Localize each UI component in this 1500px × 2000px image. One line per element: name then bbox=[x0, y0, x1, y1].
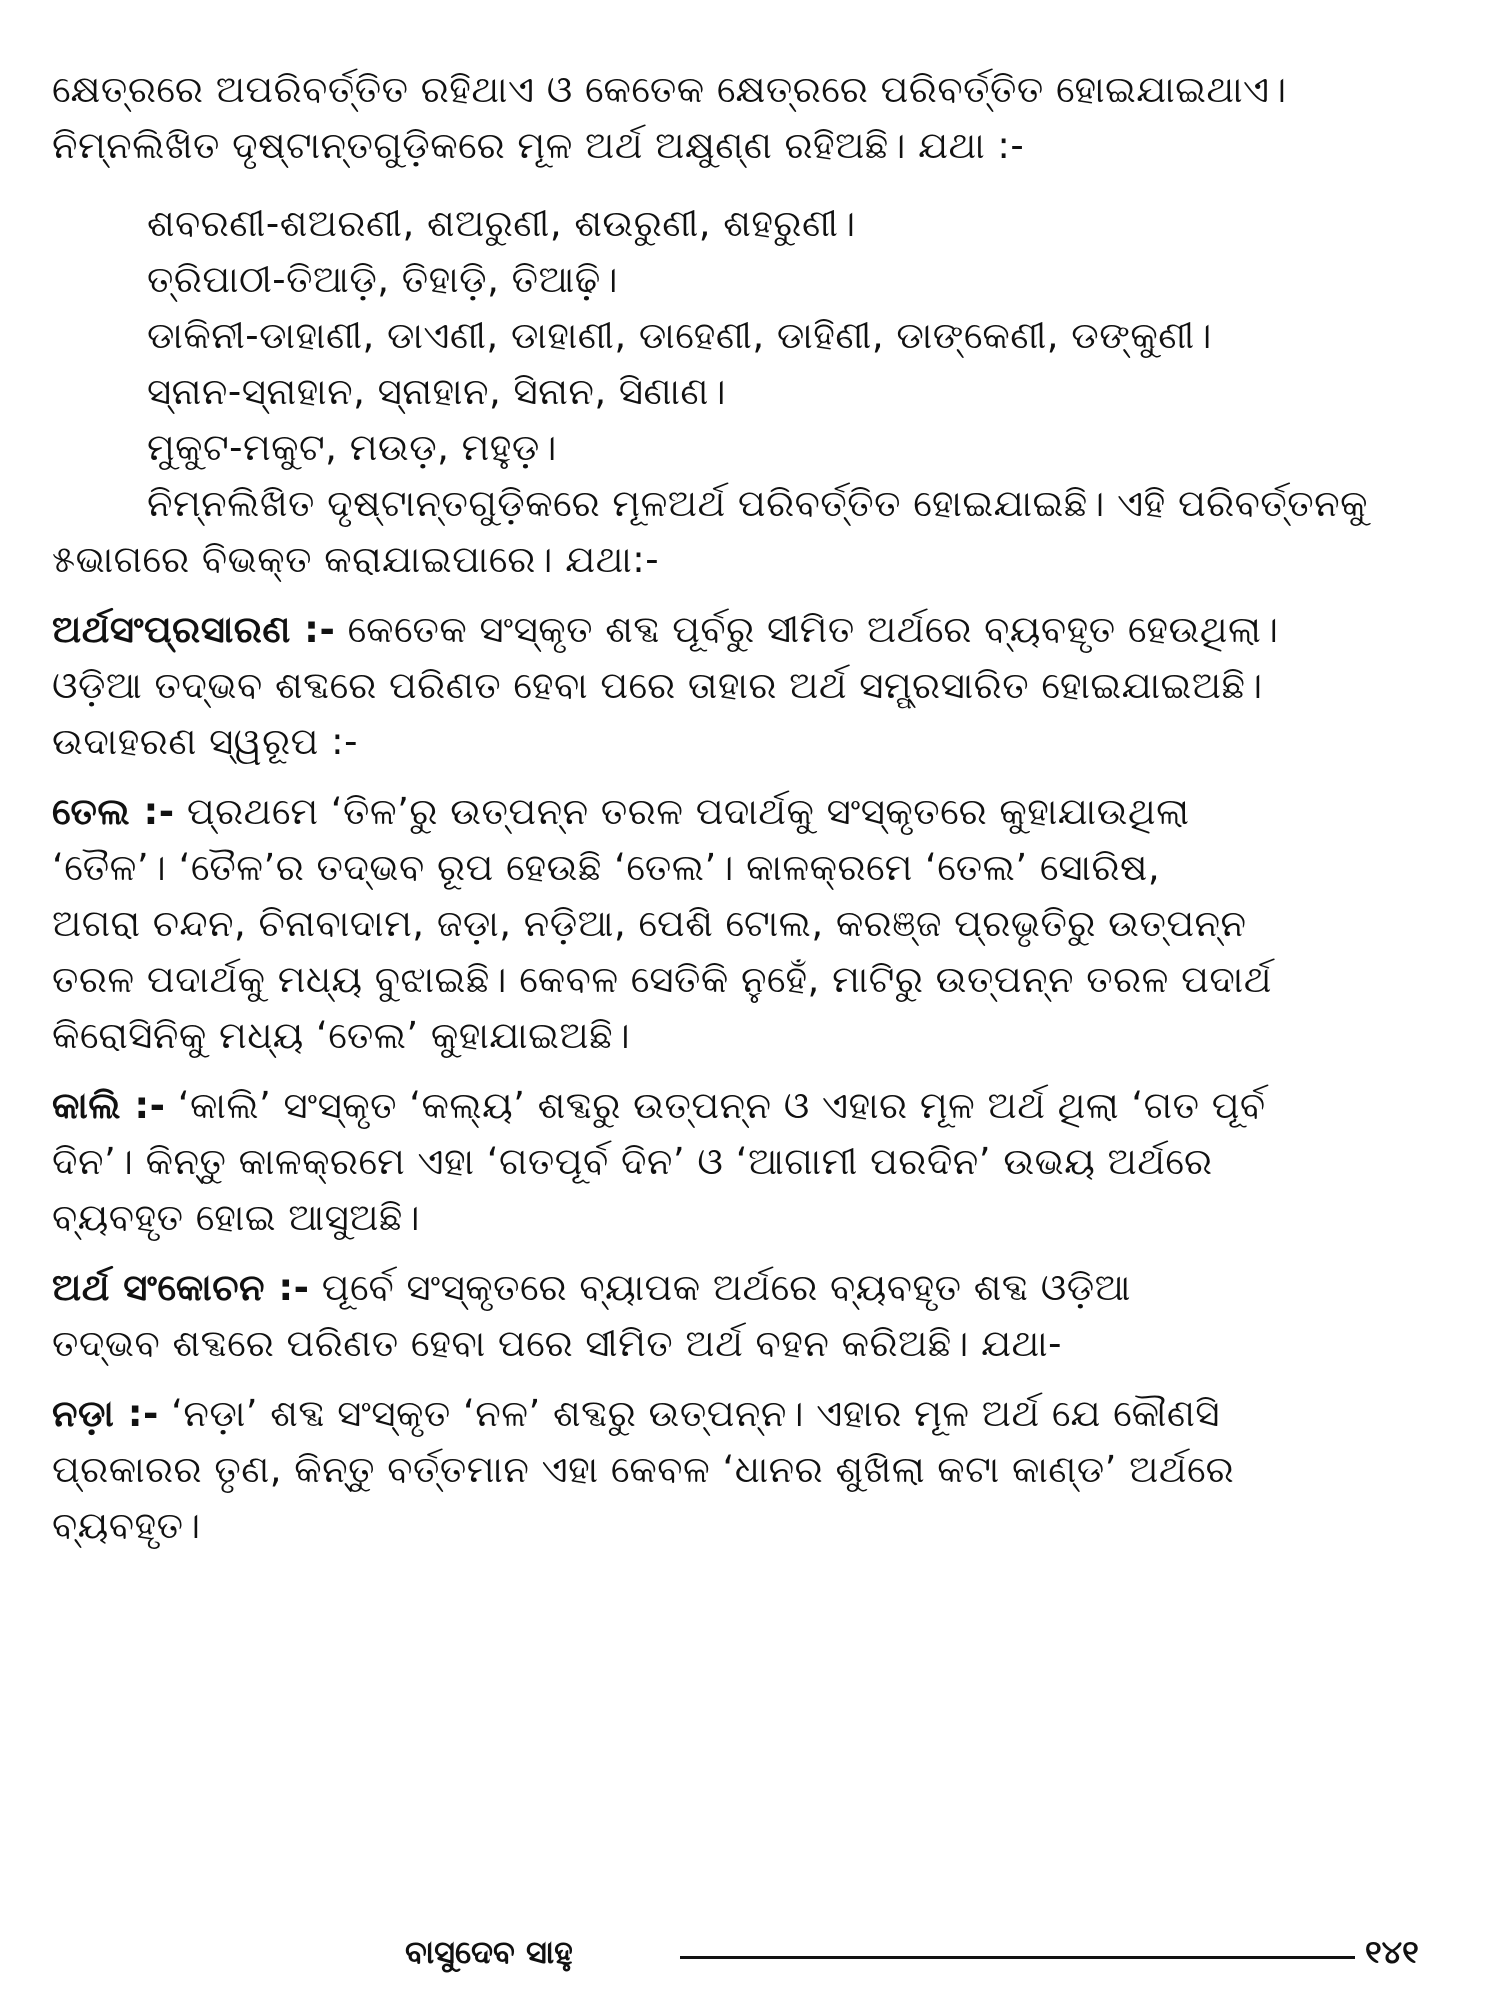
footer-author: ବାସୁଦେବ ସାହୁ bbox=[405, 1933, 573, 1971]
section-sampras bbox=[52, 602, 1460, 658]
body-line: ନିମ୍ନଲିଖିତ ଦୃଷ୍ଟାନ୍ତଗୁଡ଼ିକରେ ମୂଳଅର୍ଥ ପରିବର୍ତ୍ତିତ ହୋଇଯାଇଛି। ଏହି ପରିବର୍ତ୍ତନକୁ bbox=[147, 482, 1368, 525]
spacer bbox=[52, 588, 1460, 602]
example-line: ଡାକିନୀ-ଡାହାଣୀ, ଡାଏଣୀ, ଡାହାଣୀ, ଡାହେଣୀ, ଡାହିଣୀ, ଡାଙ୍କେଣୀ, ଡଙ୍କୁଣୀ। bbox=[147, 314, 1212, 357]
body-line: ୫ଭାଗରେ ବିଭକ୍ତ କରାଯାଇପାରେ। ଯଥା:- bbox=[52, 538, 660, 581]
section-text: କେତେକ ସଂସ୍କୃତ ଶବ୍ଦ ପୂର୍ବରୁ ସୀମିତ ଅର୍ଥରେ ବ୍ୟବହୃତ ହେଉଥିଲା। bbox=[335, 608, 1279, 651]
section-heading: ନଡ଼ା :- bbox=[52, 1392, 159, 1435]
section-heading: ତେଲ :- bbox=[52, 790, 175, 833]
section-text: ‘ନଡ଼ା’ ଶବ୍ଦ ସଂସ୍କୃତ ‘ନଳ’ ଶବ୍ଦରୁ ଉତ୍ପନ୍ନ। ଏହାର ମୂଳ ଅର୍ଥ ଯେ କୌଣସି bbox=[158, 1392, 1221, 1435]
section-kali bbox=[52, 1078, 1460, 1134]
body-line: ତଦ୍ଭବ ଶବ୍ଦରେ ପରିଣତ ହେବା ପରେ ସୀମିତ ଅର୍ଥ ବହନ କରିଅଛି। ଯଥା- bbox=[52, 1322, 1062, 1365]
body-line: ଦିନ’। କିନ୍ତୁ କାଳକ୍ରମେ ଏହା ‘ଗତପୂର୍ବ ଦିନ’ ଓ ‘ଆଗାମୀ ପରଦିନ’ ଉଭୟ ଅର୍ଥରେ bbox=[52, 1140, 1213, 1183]
body-line: ଓଡ଼ିଆ ତଦ୍ଭବ ଶବ୍ଦରେ ପରିଣତ ହେବା ପରେ ତାହାର ଅର୍ଥ ସମ୍ପ୍ରସାରିତ ହୋଇଯାଇଅଛି। bbox=[52, 664, 1263, 707]
spacer bbox=[52, 1246, 1460, 1260]
section-text: ପ୍ରଥମେ ‘ତିଳ’ରୁ ଉତ୍ପନ୍ନ ତରଳ ପଦାର୍ଥକୁ ସଂସ୍କୃତରେ କୁହାଯାଉଥିଲା bbox=[174, 790, 1190, 833]
body-line: ବ୍ୟବହୃତ। bbox=[52, 1504, 201, 1547]
section-text: ପୂର୍ବେ ସଂସ୍କୃତରେ ବ୍ୟାପକ ଅର୍ଥରେ ବ୍ୟବହୃତ ଶବ୍ଦ ଓଡ଼ିଆ bbox=[309, 1266, 1131, 1309]
body-line: ତରଳ ପଦାର୍ଥକୁ ମଧ୍ୟ ବୁଝାଇଛି। କେବଳ ସେତିକି ନୁହେଁ, ମାଟିରୁ ଉତ୍ପନ୍ନ ତରଳ ପଦାର୍ଥ bbox=[52, 958, 1272, 1001]
page-footer bbox=[0, 1930, 1500, 1980]
example-line: ଶବରଣୀ-ଶଅରଣୀ, ଶଅରୁଣୀ, ଶଉରୁଣୀ, ଶହରୁଣୀ। bbox=[147, 202, 856, 245]
section-heading: କାଲି :- bbox=[52, 1084, 166, 1127]
body-line: ଅଗରା ଚନ୍ଦନ, ଚିନାବାଦାମ, ଜଡ଼ା, ନଡ଼ିଆ, ପେଶି ଟୋଲ, କରଞ୍ଜ ପ୍ରଭୃତିରୁ ଉତ୍ପନ୍ନ bbox=[52, 902, 1247, 945]
body-line: ନିମ୍ନଲିଖିତ ଦୃଷ୍ଟାନ୍ତଗୁଡ଼ିକରେ ମୂଳ ଅର୍ଥ ଅକ୍ଷୁଣ୍ଣ ରହିଅଛି। ଯଥା :- bbox=[52, 124, 1025, 167]
section-text: ‘କାଲି’ ସଂସ୍କୃତ ‘କଲ୍ୟ’ ଶବ୍ଦରୁ ଉତ୍ପନ୍ନ ଓ ଏହାର ମୂଳ ଅର୍ଥ ଥିଲା ‘ଗତ ପୂର୍ବ bbox=[165, 1084, 1266, 1127]
example-line: ସ୍ନାନ-ସ୍ନାହାନ, ସ୍ନାହାନ, ସିନାନ, ସିଣାଣ। bbox=[147, 370, 727, 413]
section-tela bbox=[52, 784, 1460, 840]
section-heading: ଅର୍ଥସଂପ୍ରସାରଣ :- bbox=[52, 608, 336, 651]
body-line: ବ୍ୟବହୃତ ହୋଇ ଆସୁଅଛି। bbox=[52, 1196, 421, 1239]
body-line: ଉଦାହରଣ ସ୍ୱରୂପ :- bbox=[52, 720, 358, 763]
spacer bbox=[52, 174, 1460, 196]
example-line: ମୁକୁଟ-ମକୁଟ, ମଉଡ଼, ମହୁଡ଼। bbox=[147, 426, 557, 469]
section-heading: ଅର୍ଥ ସଂକୋଚନ :- bbox=[52, 1266, 310, 1309]
example-line: ତ୍ରିପାଠୀ-ତିଆଡ଼ି, ତିହାଡ଼ି, ତିଆଢ଼ି। bbox=[147, 258, 619, 301]
spacer bbox=[52, 1372, 1460, 1386]
section-sankochan bbox=[52, 1260, 1460, 1316]
body-line: ପ୍ରକାରର ତୃଣ, କିନ୍ତୁ ବର୍ତ୍ତମାନ ଏହା କେବଳ ‘ଧାନର ଶୁଖିଲା କଟା କାଣ୍ଡ’ ଅର୍ଥରେ bbox=[52, 1448, 1235, 1491]
body-line: ‘ତୈଳ’। ‘ତୈଳ’ର ତଦ୍‌ଭବ ରୂପ ହେଉଛି ‘ତେଲ’। କାଳକ୍ରମେ ‘ତେଲ’ ସୋରିଷ, bbox=[52, 846, 1161, 889]
page-number: ୧୪୧ bbox=[1365, 1933, 1419, 1971]
section-nada bbox=[52, 1386, 1460, 1442]
spacer bbox=[52, 770, 1460, 784]
spacer bbox=[52, 1064, 1460, 1078]
body-line: କ୍ଷେତ୍ରରେ ଅପରିବର୍ତ୍ତିତ ରହିଥାଏ ଓ କେତେକ କ୍ଷେତ୍ରରେ ପରିବର୍ତ୍ତିତ ହୋଇଯାଇଥାଏ। bbox=[52, 68, 1287, 111]
body-line: କିରୋସିନିକୁ ମଧ୍ୟ ‘ତେଲ’ କୁହାଯାଇଅଛି। bbox=[52, 1014, 631, 1057]
footer-rule bbox=[680, 1956, 1355, 1959]
